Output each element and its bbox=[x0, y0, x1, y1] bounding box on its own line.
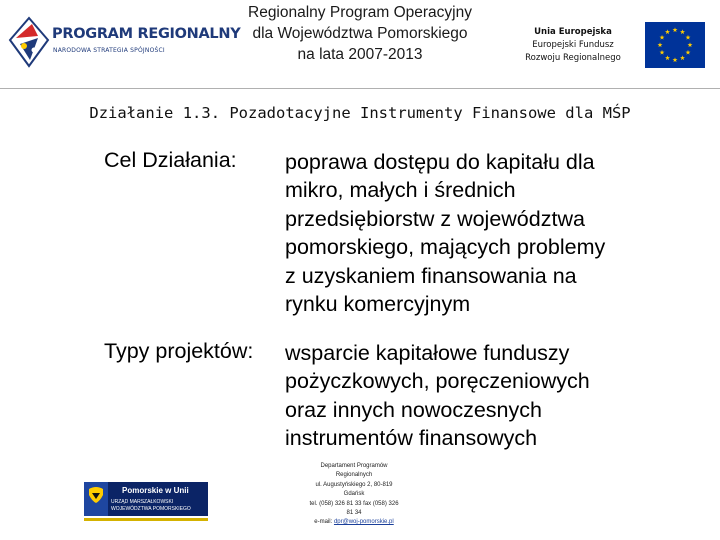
goal-line: poprawa dostępu do kapitału dla bbox=[285, 150, 595, 174]
eu-fund-label bbox=[512, 26, 634, 65]
goal-label: Cel Działania: bbox=[104, 148, 237, 172]
project-types-line: oraz innych nowoczesnych bbox=[285, 397, 542, 422]
project-types-line: instrumentów finansowych bbox=[285, 426, 538, 451]
project-types-line: pożyczkowych, poręczeniowych bbox=[285, 369, 590, 394]
header-title-line: Regionalny Program Operacyjny bbox=[248, 4, 472, 21]
program-regionalny-logo bbox=[8, 14, 241, 72]
contact-line: Departament Programów bbox=[320, 463, 388, 469]
project-types-line: wsparcie kapitałowe funduszy bbox=[285, 341, 570, 365]
contact-line: Regionalnych bbox=[335, 472, 373, 479]
eu-fund-line: Rozwoju Regionalnego bbox=[525, 53, 621, 63]
goal-description bbox=[285, 148, 705, 318]
contact-line: tel. (058) 326 81 33 fax (058) 326 bbox=[309, 500, 399, 507]
pomorskie-logo-line: URZĄD MARSZAŁKOWSKI bbox=[111, 499, 174, 505]
contact-line: Gdańsk bbox=[343, 491, 365, 498]
project-types-label: Typy projektów: bbox=[104, 339, 254, 363]
email-label: e-mail: bbox=[314, 519, 333, 526]
project-types-description bbox=[285, 339, 705, 453]
eu-name: Unia Europejska bbox=[534, 27, 612, 37]
program-regionalny-emblem-icon bbox=[8, 16, 50, 68]
pomorskie-logo-title: Pomorskie w Unii bbox=[122, 486, 189, 495]
contact-email-line bbox=[290, 518, 418, 527]
contact-info bbox=[290, 462, 418, 528]
goal-line: mikro, małych i średnich bbox=[285, 178, 516, 203]
pomorskie-logo-line: WOJEWÓDZTWA POMORSKIEGO bbox=[111, 506, 191, 512]
measure-heading: Działanie 1.3. Pozadotacyjne Instrumenty Finansowe dla MŚP bbox=[89, 104, 631, 122]
logo-subtitle: NARODOWA STRATEGIA SPÓJNOŚCI bbox=[53, 47, 165, 54]
pomorskie-w-unii-logo bbox=[82, 481, 210, 524]
eu-flag-icon bbox=[645, 22, 705, 68]
logo-title: PROGRAM REGIONALNY bbox=[52, 26, 241, 42]
eu-fund-line: Europejski Fundusz bbox=[532, 40, 614, 50]
email-link[interactable]: dpr@woj-pomorskie.pl bbox=[333, 519, 394, 526]
contact-line: 81 34 bbox=[346, 510, 362, 517]
header-title-line: dla Województwa Pomorskiego bbox=[252, 25, 468, 42]
goal-line: z uzyskaniem finansowania na bbox=[285, 263, 577, 288]
header-title bbox=[212, 2, 508, 65]
goal-line: przedsiębiorstw z województwa bbox=[285, 206, 585, 231]
header-divider bbox=[0, 88, 720, 89]
header-title-line: na lata 2007-2013 bbox=[297, 46, 423, 63]
goal-line: rynku komercyjnym bbox=[285, 292, 471, 317]
goal-line: pomorskiego, mających problemy bbox=[285, 235, 606, 260]
contact-line: ul. Augustyńskiego 2, 80-819 bbox=[315, 481, 393, 488]
